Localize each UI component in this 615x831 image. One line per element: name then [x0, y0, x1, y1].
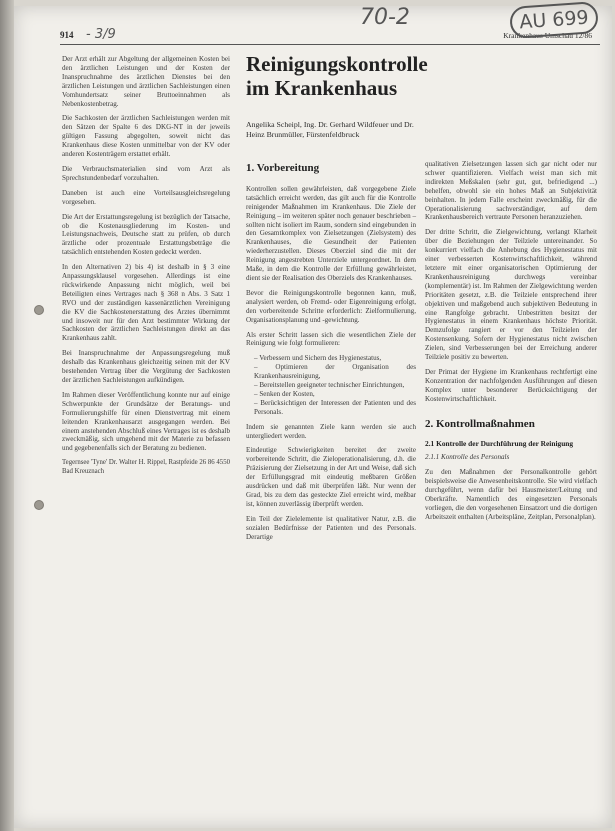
column-left — [62, 55, 230, 483]
paragraph: Der Primat der Hygiene im Krankenhaus rechtfertigt eine Konzentration der nachfolgenden Ausführungen auf diesen Komplex unter besonderer Berücksichtigung der Kostenwirtschaftlichkeit. — [425, 367, 597, 403]
paragraph: Der dritte Schritt, die Zielgewichtung, verlangt Klarheit über die Beziehungen der Teilziele untereinander. So konkurriert vielfach die Anhebung des Hygienestatus mit einer verbesserten Kostenwirtschaftlichkeit, während letztere mit einer organisatorischen Optimierung der Krankenhausreinigung durchwegs vereinbar (komplementär) ist. Im Rahmen der Zielgewichtung werden Prioritäten gesetzt, z.B. die Teilziele entsprechend ihrer objektiven und maßgebend auch subjektiven Bedeutung in eine Rangfolge gebracht. Unbestritten besitzt der Hygienestatus in einem Krankenhaus höchste Priorität. Demzufolge rangiert er vor den Teilzielen der Kostensenkung. Sofern der Hygienestatus nicht zwischen Zielen, sind Verbesserungen bei der Erreichung anderer Teilziele positiv zu bewerten. — [425, 228, 597, 362]
column-right — [425, 160, 597, 528]
list-item: – Senken der Kosten, — [254, 390, 416, 399]
article-authors: Angelika Scheipl, Ing. Dr. Gerhard Wildfeuer und Dr. Heinz Brunmüller, Fürstenfeldbruck — [246, 120, 414, 139]
paragraph: Ein Teil der Zielelemente ist qualitativer Natur, z.B. die sozialen Bedürfnisse der Patienten und des Personals. Derartige — [246, 514, 416, 541]
paragraph: Als erster Schritt lassen sich die wesentlichen Ziele der Reinigung wie folgt formulieren: — [246, 330, 416, 348]
goals-list — [246, 354, 416, 416]
punch-hole — [34, 305, 44, 315]
paragraph: Bevor die Reinigungskontrolle begonnen kann, muß, analysiert werden, ob Fremd- oder Eigenreinigung erfolgt, den vorbereitende Schritte erforderlich: Zielformulierung, Organisationsplanung und -gewichtung. — [246, 288, 416, 324]
binding-edge — [0, 0, 14, 831]
page-number: 914 — [60, 30, 74, 40]
paragraph: Die Sachkosten der ärztlichen Sachleistungen werden mit den Sätzen der Spalte 6 des DKG-NT in der jeweils gültigen Fassung abgegolten, soweit nicht das Krankenhaus diese Kosten unmittelbar von der KV oder anderen Kostenträgern erstattet erhält. — [62, 114, 230, 159]
paragraph: Im Rahmen dieser Veröffentlichung konnte nur auf einige Schwerpunkte der Grundsätze der Beratungs- und Formulierungshilfe für einen Dienstvertrag mit einem leitenden Krankenhausarzt ausgegangen werden. Bei einem anstehenden Abschluß eines Vertrages ist es deshalb zweckmäßig, sich umgehend mit der Materie zu befassen und gegebenenfalls sich der Beratung zu bedienen. — [62, 390, 230, 453]
paragraph: Kontrollen sollen gewährleisten, daß vorgegebene Ziele tatsächlich erreicht werden, das gilt auch für die Kontrolle reinigender Maßnahmen im Krankenhaus. Die Ziele der Reinigung – im weiteren später noch genauer beschrieben – sollten nicht isoliert im Raum, sondern sind eingebunden in den Gesamtkomplex von Zielsetzungen (Zielsystem) des Krankenhauses, die Gesundheit der Patienten wiederherzustellen. Dieses Oberziel sind die mit der Reinigung angestrebten Unterziele untergeordnet. In dem Maße, in dem die Kontrolle der Erfüllung gewährleistet, dient sie der Realisation des Oberziels des Krankenhauses. — [246, 184, 416, 282]
list-item: – Berücksichtigen der Interessen der Patienten und des Personals. — [254, 399, 416, 417]
article-title: Reinigungskontrolle im Krankenhaus — [246, 52, 428, 100]
paragraph: qualitativen Zielsetzungen lassen sich gar nicht oder nur schwer quantifizieren. Vielfach weist man sich mit indirekten Meßskalen (sehr gut, gut, befriedigend ...) behelfen, obwohl sie ein hohes Maß an Subjektivität beinhalten. In jedem Falle erscheint zweckmäßig, für die Operationalisierung sachverständiger, auf dem Krankenhausbereich vertraute Personen heranzuziehen. — [425, 160, 597, 222]
subsection-heading: 2.1 Kontrolle der Durchführung der Reinigung — [425, 439, 574, 449]
list-item: – Bereitstellen geeigneter technischer Einrichtungen, — [254, 381, 416, 390]
section-heading: 1. Vorbereitung — [246, 162, 320, 174]
subsubsection-heading: 2.1.1 Kontrolle des Personals — [425, 453, 510, 462]
handwritten-note: - 3/9 — [86, 27, 116, 42]
paragraph: Eindeutige Schwierigkeiten bereitet der zweite vorbereitende Schritt, die Zieloperationalisierung, d.h. die Präzisierung der Zielsetzung in der Art und Weise, daß sich der Erfüllungsgrad mit eindeutig meßbaren Größen ausdrücken und daß mit überprüfen läßt. Nur wenn der Grad, bis zu dem das gesteckte Ziel erreicht wird, meßbar ist, können zuverlässig überprüft werden. — [246, 446, 416, 508]
list-item: – Verbessern und Sichern des Hygienestatus, — [254, 354, 416, 363]
paragraph: Zu den Maßnahmen der Personalkontrolle gehört beispielsweise die Anwesenheitskontrolle. Sie wird vielfach durchgeführt, wenn dafür bei Hausmeister/Leitung und Oberkräfte. Namentlich des eingesetzten Personals vorliegen, die den vorgesehenen Einsatzort und die dortigen Arbeitszeit enthalten (Arbeitspläne, Zeitplan, Personalplan). — [425, 468, 597, 521]
paragraph: Bei Inanspruchnahme der Anpassungsregelung muß deshalb das Krankenhaus gleichzeitig seinen mit der KV bestehenden Vertrag über die Vergütung der Sachkosten der ärztlichen Sachleistungen aufkündigen. — [62, 349, 230, 384]
paragraph: In den Alternativen 2) bis 4) ist deshalb in § 3 eine Anpassungsklausel vorgesehen. Allerdings ist eine rückwirkende Anpassung nicht möglich, weil bei Beteiligten eines Vertrages nach § 368 n Abs. 3 Satz 1 RVO und der zuständigen kassenärztlichen Vereinigung die KV die Sachkostenerstattung des Arztes übernimmt und insoweit nur für den Arzt bestimmter Wirkung der Sachkosten der ärztlichen Sachleistungen direkt an das Krankenhaus zahlt. — [62, 263, 230, 343]
handwritten-number: 70-2 — [360, 5, 410, 30]
journal-reference: Krankenhaus Umschau 12/86 — [503, 31, 592, 40]
paragraph: Indem sie genannten Ziele kann werden sie auch untergliedert werden. — [246, 422, 416, 440]
section-heading: 2. Kontrollmaßnahmen — [425, 417, 535, 430]
paragraph: Der Arzt erhält zur Abgeltung der allgemeinen Kosten bei den ärztlichen Leistungen und der Kosten der Inanspruchnahme des ärztlichen Dienstes bei den ärztlichen Leistungen und ärztlichen Sachleistungen einen Vomhundertsatz seiner Bruttoeinnahmen als Nebenkostenbetrag. — [62, 55, 230, 108]
list-item: – Optimieren der Organisation des Krankenhausreinigung, — [254, 363, 416, 381]
author-address: Tegernsee 'Tyne' Dr. Walter H. Rippel, Rastpfeide 26 86 4550 Bad Kreuznach — [62, 459, 230, 476]
column-middle — [246, 164, 416, 548]
paragraph: Daneben ist auch eine Vorteilsausgleichsregelung vorgesehen. — [62, 188, 230, 206]
paragraph: Die Verbrauchsmaterialien sind vom Arzt als Sprechstundenbedarf vorzuhalten. — [62, 164, 230, 182]
paragraph: Die Art der Erstattungsregelung ist bezüglich der Tatsache, ob die Kostenausgliederung im Kosten- und Leistungsnachweis, Deutsche statt zu prüfen, ob durch ärztliche oder prozentuale Erstattungsbeträge die tatsächlich entstehenden Kosten gedeckt werden. — [62, 212, 230, 257]
archive-stamp: AU 699 — [509, 1, 599, 39]
punch-hole — [34, 500, 44, 510]
